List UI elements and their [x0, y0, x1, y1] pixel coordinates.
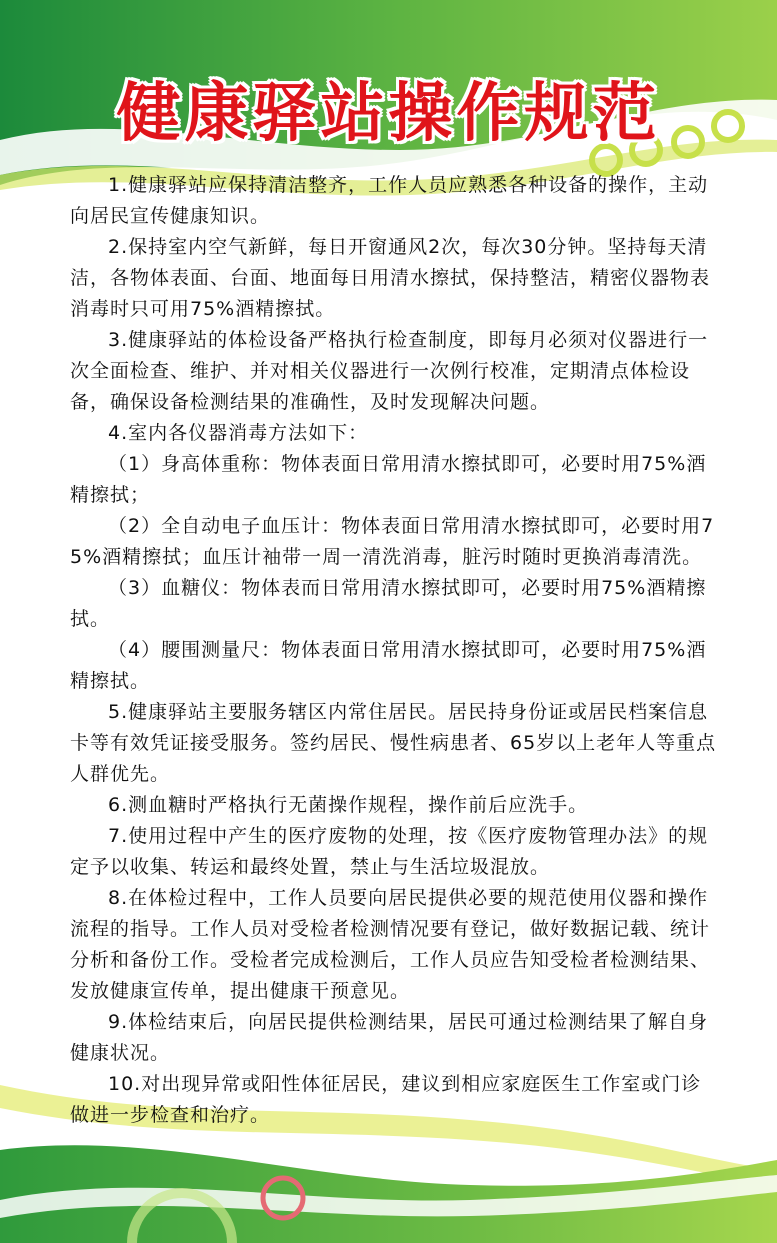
rule-item: 1.健康驿站应保持清洁整齐，工作人员应熟悉各种设备的操作，主动向居民宣传健康知识。 — [70, 174, 709, 227]
rule-subitem: （1）身高体重称：物体表面日常用清水擦拭即可，必要时用75%酒精擦拭； — [70, 453, 707, 506]
rule-item: 9.体检结束后，向居民提供检测结果，居民可通过检测结果了解自身健康状况。 — [70, 1011, 709, 1064]
rule-item: 5.健康驿站主要服务辖区内常住居民。居民持身份证或居民档案信息卡等有效凭证接受服务。签约居民、慢性病患者、65岁以上老年人等重点人群优先。 — [70, 701, 717, 785]
rule-item: 7.使用过程中产生的医疗废物的处理，按《医疗废物管理办法》的规定予以收集、转运和最终处置，禁止与生活垃圾混放。 — [70, 825, 709, 878]
rule-subitem: （2）全自动电子血压计：物体表面日常用清水擦拭即可，必要时用75%酒精擦拭；血压计袖带一周一清洗消毒，脏污时随时更换消毒清洗。 — [70, 515, 715, 568]
rule-subitem: （4）腰围测量尺：物体表面日常用清水擦拭即可，必要时用75%酒精擦拭。 — [70, 639, 707, 692]
rule-item: 6.测血糖时严格执行无菌操作规程，操作前后应洗手。 — [108, 794, 589, 816]
rule-subitem: （3）血糖仪：物体表而日常用清水擦拭即可，必要时用75%酒精擦拭。 — [70, 577, 707, 630]
rule-item: 4.室内各仪器消毒方法如下： — [108, 422, 369, 444]
page-title: 健康驿站操作规范 — [116, 77, 661, 151]
rule-item: 8.在体检过程中，工作人员要向居民提供必要的规范使用仪器和操作流程的指导。工作人员对受检者检测情况要有登记，做好数据记载、统计分析和备份工作。受检者完成检测后，工作人员应告知受检者检测结果、发放健康宣传单，提出健康干预意见。 — [70, 887, 711, 1002]
rule-item: 2.保持室内空气新鲜，每日开窗通风2次，每次30分钟。坚持每天清洁，各物体表面、台面、地面每日用清水擦拭，保持整洁，精密仪器物表消毒时只可用75%酒精擦拭。 — [70, 236, 711, 320]
rule-item: 10.对出现异常或阳性体征居民，建议到相应家庭医生工作室或门诊做进一步检查和治疗。 — [70, 1073, 702, 1126]
rules-list — [70, 170, 720, 1131]
rule-item: 3.健康驿站的体检设备严格执行检查制度，即每月必须对仪器进行一次全面检查、维护、并对相关仪器进行一次例行校准，定期清点体检设备，确保设备检测结果的准确性，及时发现解决问题。 — [70, 329, 709, 413]
